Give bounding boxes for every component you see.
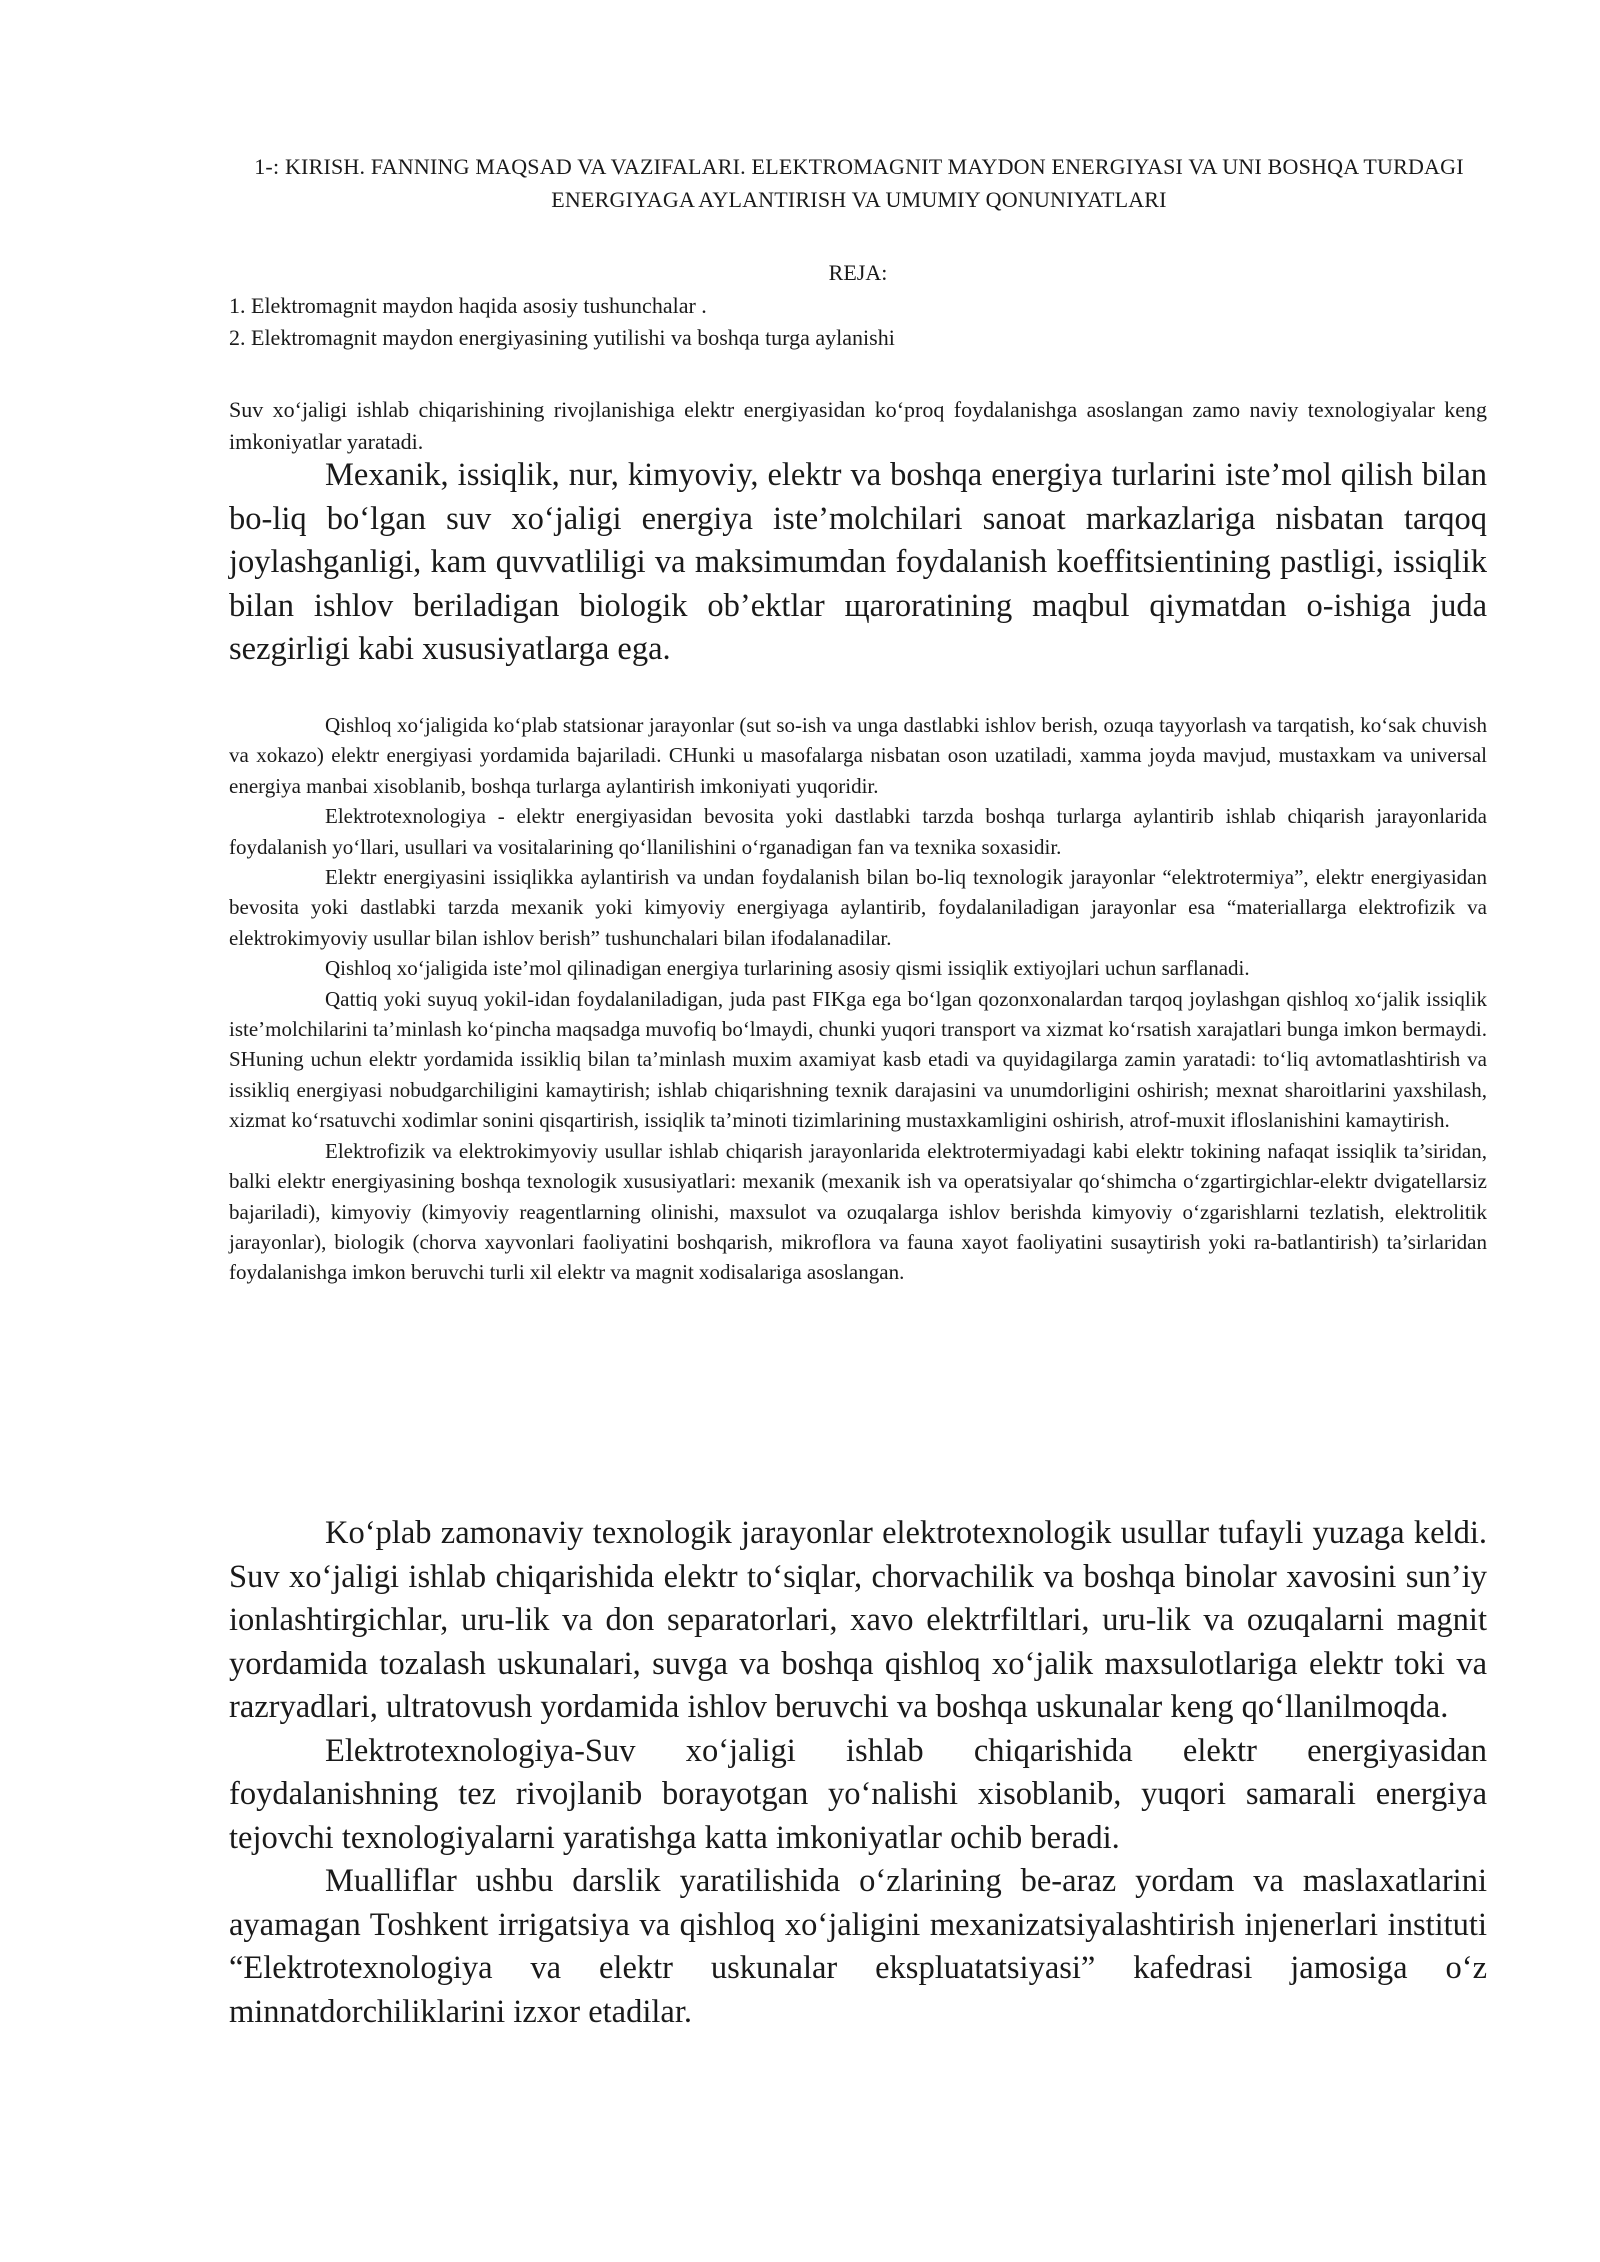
paragraph-block-large-2: [229, 1512, 1487, 2034]
paragraph: Mualliflar ushbu darslik yaratilishida o‘zlarining be-araz yordam va maslaxatlarini ayamagan Toshkent irrigatsiya va qishloq xo‘jaligini mexanizatsiyalashtirish injenerlari instituti “Elektrotexnologiya va elektr uskunalar ekspluatatsiyasi” kafedrasi jamosiga o‘z minnatdorchiliklarini izxor etadilar.: [229, 1863, 1487, 2030]
intro-paragraph: Suv xo‘jaligi ishlab chiqarishining rivojlanishiga elektr energiyasidan ko‘proq foydalanishga asoslangan zamo naviy texnologiyalar keng imkoniyatlar yaratadi.: [229, 397, 1487, 454]
paragraph: Mexanik, issiqlik, nur, kimyoviy, elektr va boshqa energiya turlarini iste’mol qilish bilan bo-liq bo‘lgan suv xo‘jaligi energiya iste’molchilari sanoat markazlariga nisbatan tarqoq joylashganligi, kam quvvatliligi va maksimumdan foydalanish koeffitsientining pastligi, issiqlik bilan ishlov beriladigan biologik ob’ektlar щaroratining maqbul qiymatdan o-ishiga juda sezgirligi kabi xususiyatlarga ega.: [229, 457, 1487, 667]
plan-item: 1. Elektromagnit maydon haqida asosiy tushunchalar .: [229, 293, 707, 318]
plan-heading: REJA:: [828, 260, 888, 285]
paragraph: Ko‘plab zamonaviy texnologik jarayonlar elektrotexnologik usullar tufayli yuzaga keldi. Suv xo‘jaligi ishlab chiqarishida elektr to‘siqlar, chorvachilik va boshqa binolar xavosini sun’iy ionlashtirgichlar, uru-lik va don separatorlari, xavo elektrfiltlari, uru-lik va ozuqalarni magnit yordamida tozalash uskunalari, suvga va boshqa qishloq xo‘jalik maxsulotlariga elektr toki va razryadlari, ultratovush yordamida ishlov beruvchi va boshqa uskunalar keng qo‘llanilmoqda.: [229, 1515, 1487, 1725]
plan-list: [229, 290, 1487, 354]
paragraph-block-small: [229, 710, 1487, 1288]
paragraph: Qishloq xo‘jaligida ko‘plab statsionar jarayonlar (sut so-ish va unga dastlabki ishlov berish, ozuqa tayyorlash va tarqatish, ko‘sak chuvish va xokazo) elektr energiyasi yordamida bajariladi. CHunki u masofalarga nisbatan oson uzatiladi, xamma joyda mavjud, mustaxkam va universal energiya manbai xisoblanib, boshqa turlarga aylantirish imkoniyati yuqoridir.: [229, 713, 1487, 798]
paragraph: Qishloq xo‘jaligida iste’mol qilinadigan energiya turlarining asosiy qismi issiqlik extiyojlari uchun sarflanadi.: [325, 956, 1250, 981]
paragraph: Elektrotexnologiya - elektr energiyasidan bevosita yoki dastlabki tarzda boshqa turlarga aylantirib ishlab chiqarish jarayonlarida foydalanish yo‘llari, usullari va vositalarining qo‘llanilishini o‘rganadigan fan va texnika soxasidir.: [229, 804, 1487, 859]
paragraph: Qattiq yoki suyuq yokil-idan foydalaniladigan, juda past FIKga ega bo‘lgan qozonxonalardan tarqoq joylashgan qishloq xo‘jalik issiqlik iste’molchilarini ta’minlash ko‘pincha maqsadga muvofiq bo‘lmaydi, chunki yuqori transport va xizmat ko‘rsatish xarajatlari bunga imkon bermaydi. SHuning uchun elektr yordamida issikliq bilan ta’minlash muxim axamiyat kasb etadi va quyidagilarga zamin yaratadi: to‘liq avtomatlashtirish va issikliq energiyasi nobudgarchiligini kamaytirish; ishlab chiqarishning texnik darajasini va unumdorligini oshirish; mexnat sharoitlarini yaxshilash, xizmat ko‘rsatuvchi xodimlar sonini qisqartirish, issiqlik ta’minoti tizimlarining mustaxkamligini oshirish, atrof-muxit ifloslanishini kamaytirish.: [229, 986, 1487, 1133]
paragraph: Elektrotexnologiya-Suv xo‘jaligi ishlab chiqarishida elektr energiyasidan foydalanishning tez rivojlanib borayotgan yo‘nalishi xisoblanib, yuqori samarali energiya tejovchi texnologiyalarni yaratishga katta imkoniyatlar ochib beradi.: [229, 1732, 1487, 1856]
paragraph: Elektr energiyasini issiqlikka aylantirish va undan foydalanish bilan bo-liq texnologik jarayonlar “elektrotermiya”, elektr energiyasidan bevosita yoki dastlabki tarzda mexanik yoki kimyoviy energiyaga aylantirib, foydalaniladigan jarayonlar esa “materiallarga elektrofizik va elektrokimyoviy usullar bilan ishlov berish” tushunchalari bilan ifodalanadilar.: [229, 865, 1487, 950]
paragraph-block-large-1: [229, 454, 1487, 672]
document-title: 1-: KIRISH. FANNING MAQSAD VA VAZIFALARI. ELEKTROMAGNIT MAYDON ENERGIYASI VA UNI BOSHQA TURDAGI ENERGIYAGA AYLANTIRISH VA UMUMIY QONUNIYATLARI: [254, 154, 1464, 212]
paragraph: Elektrofizik va elektrokimyoviy usullar ishlab chiqarish jarayonlarida elektrotermiyadagi kabi elektr tokining nafaqat issiqlik ta’siridan, balki elektr energiyasining boshqa texnologik xususiyatlari: mexanik (mexanik ish va operatsiyalar qo‘shimcha o‘zgartirgichlar-elektr dvigatellarsiz bajariladi), kimyoviy (kimyoviy reagentlarning olinishi, maxsulot va ozuqalarga ishlov berishda kimyoviy o‘zgarishlarni tezlatish, elektrolitik jarayonlar), biologik (chorva xayvonlari faoliyatini boshqarish, mikroflora va fauna xayot faoliyatini susaytirish yoki ra-batlantirish) ta’sirlaridan foydalanishga imkon beruvchi turli xil elektr va magnit xodisalariga asoslangan.: [229, 1138, 1487, 1285]
plan-item: 2. Elektromagnit maydon energiyasining yutilishi va boshqa turga aylanishi: [229, 325, 895, 350]
